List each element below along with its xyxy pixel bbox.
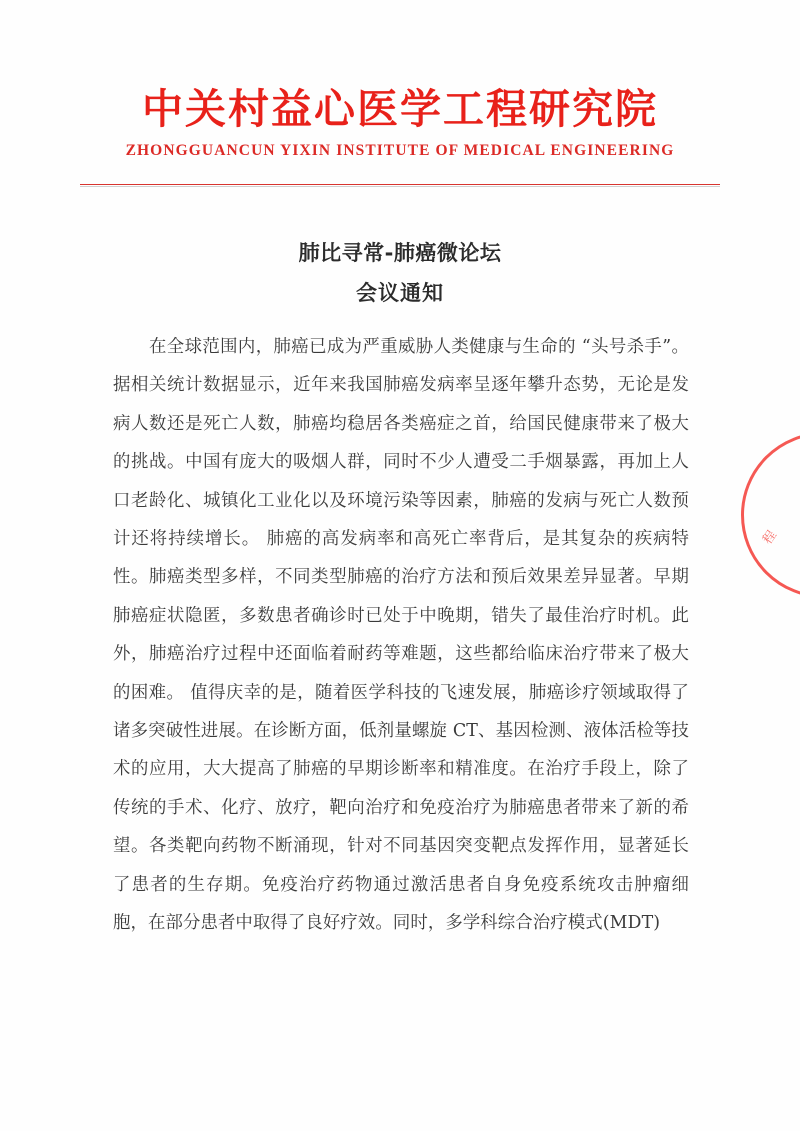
document-title-block bbox=[0, 238, 800, 309]
seal-text: 程 bbox=[760, 528, 781, 548]
page-title: 肺比寻常-肺癌微论坛 bbox=[298, 241, 502, 265]
letterhead-divider bbox=[80, 184, 720, 185]
official-seal-icon bbox=[741, 432, 800, 598]
page-subtitle: 会议通知 bbox=[356, 280, 444, 305]
organization-name-english: ZHONGGUANCUN YIXIN INSTITUTE OF MEDICAL ENGINEERING bbox=[125, 142, 675, 160]
organization-name-chinese: 中关村益心医学工程研究院 bbox=[142, 85, 658, 133]
body-paragraph: 在全球范围内，肺癌已成为严重威胁人类健康与生命的 “头号杀手”。据相关统计数据显示，近年来我国肺癌发病率呈逐年攀升态势，无论是发病人数还是死亡人数，肺癌均稳居各类癌症之首，给国民健康带来了极大的挑战。中国有庞大的吸烟人群，同时不少人遭受二手烟暴露，再加上人口老龄化、城镇化工业化以及环境污染等因素，肺癌的发病与死亡人数预计还将持续增长。 肺癌的高发病率和高死亡率背后，是其复杂的疾病特性。肺癌类型多样，不同类型肺癌的治疗方法和预后效果差异显著。早期肺癌症状隐匿，多数患者确诊时已处于中晚期，错失了最佳治疗时机。此外，肺癌治疗过程中还面临着耐药等难题，这些都给临床治疗带来了极大的困难。 值得庆幸的是，随着医学科技的飞速发展，肺癌诊疗领域取得了诸多突破性进展。在诊断方面，低剂量螺旋 CT、基因检测、液体活检等技术的应用，大大提高了肺癌的早期诊断率和精准度。在治疗手段上，除了传统的手术、化疗、放疗，靶向治疗和免疫治疗为肺癌患者带来了新的希望。各类靶向药物不断涌现，针对不同基因突变靶点发挥作用，显著延长了患者的生存期。免疫治疗药物通过激活患者自身免疫系统攻击肿瘤细胞，在部分患者中取得了良好疗效。同时，多学科综合治疗模式(MDT) bbox=[113, 337, 689, 934]
letterhead bbox=[0, 0, 800, 160]
